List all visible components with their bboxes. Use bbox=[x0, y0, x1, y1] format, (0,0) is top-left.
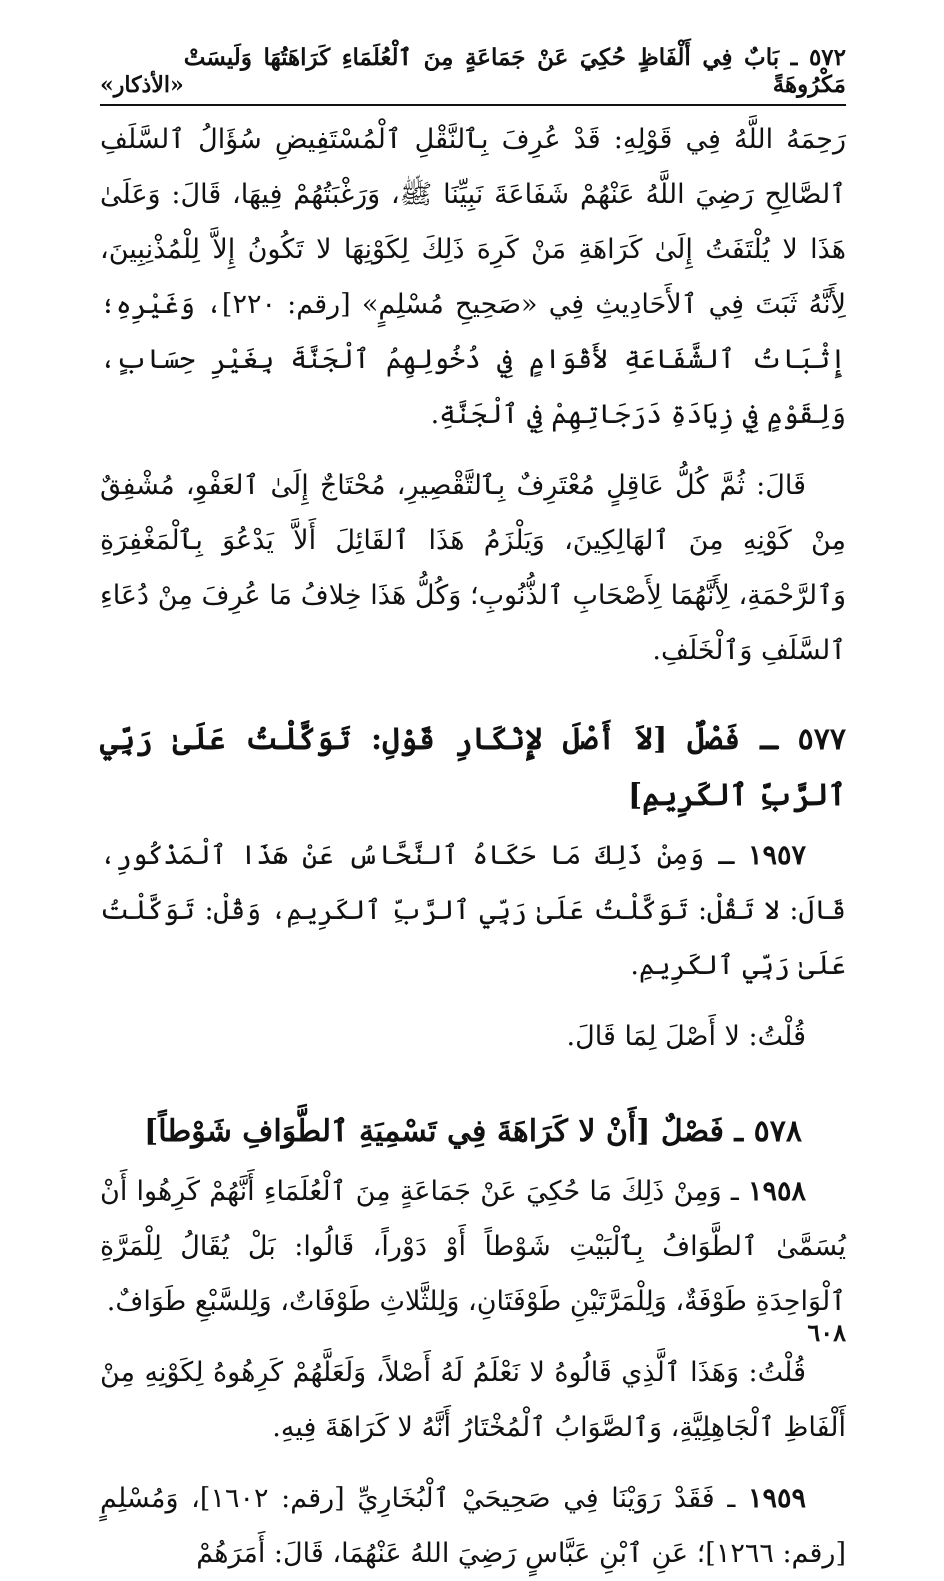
paragraph: رَحِمَهُ اللَّهُ فِي قَوْلِهِ: قَدْ عُرِفَ بِٱلنَّقْلِ ٱلْمُسْتَفِيضِ سُؤَالُ ٱلسَّلَفِ ٱلصَّالِحِ رَضِيَ اللَّهُ عَنْهُمْ شَفَاعَةَ نَبِيِّنَا ﷺ، وَرَغْبَتُهُمْ فِيهَا، قَالَ: وَعَلَىٰ هَذَا لا يُلْتَفَتُ إِلَىٰ كَرَاهَةِ مَنْ كَرِهَ ذَلِكَ لِكَوْنِهَا لا تَكُونُ إِلاَّ لِلْمُذْنِبِينَ، لِأَنَّهُ ثَبَتَ فِي ٱلأَحَادِيثِ فِي «صَحِيحِ مُسْلِمٍ» [رقم: ٢٢٠]، وَغَيْرِهِ؛ إِثْبَاتُ ٱلشَّفَاعَةِ لأَقْوَامٍ فِي دُخُولِهِمُ ٱلْجَنَّةَ بِغَيْرِ حِسَابٍ، وَلِقَوْمٍ فِي زِيَادَةِ دَرَجَاتِهِمْ فِي ٱلْجَنَّةِ. bbox=[100, 124, 847, 430]
entry-text: ـ فَقَدْ رَوَيْنَا فِي صَحِيحَيْ ٱلْبُخَارِيِّ [رقم: ١٦٠٢]، وَمُسْلِمٍ [رقم: ١٢٦٦]؛ عَنِ ٱبْنِ عَبَّاسٍ رَضِيَ اللهُ عَنْهُمَا، قَالَ: أَمَرَهُمْ bbox=[100, 1483, 846, 1569]
entry-text: ـ وَمِنْ ذَلِكَ مَا حُكِيَ عَنْ جَمَاعَةٍ مِنَ ٱلْعُلَمَاءِ أَنَّهُمْ كَرِهُوا أَنْ يُسَمَّىٰ ٱلطَّوَافُ بِٱلْبَيْتِ شَوْطاً أَوْ دَوْراً، قَالُوا: بَلْ يُقَالُ لِلْمَرَّةِ ٱلْوَاحِدَةِ طَوْفَةٌ، وَلِلْمَرَّتَيْنِ طَوْفَتَانِ، وَلِلثَّلاثِ طَوْفَاتٌ، وَلِلسَّبْعِ طَوَافٌ. bbox=[100, 1176, 846, 1317]
author-note: قُلْتُ: لا أَصْلَ لِمَا قَالَ. bbox=[566, 1021, 806, 1052]
entry-number: ١٩٥٩ bbox=[747, 1483, 806, 1514]
section-heading-578: ٥٧٨ ـ فَصْلٌ [أَنْ لا كَرَاهَةَ فِي تَسْمِيَةِ ٱلطَّوَافِ شَوْطاً] bbox=[144, 1114, 802, 1149]
page-number: ٦٠٨ bbox=[807, 1318, 846, 1347]
hadith-entry-1959 bbox=[100, 1471, 846, 1581]
entry-number: ١٩٥٨ bbox=[747, 1176, 806, 1207]
section-heading-577: ٥٧٧ ـ فَصْلٌ [لاَ أَصْلَ لإِنْكَارِ قَوْلِ: تَوَكَّلْتُ عَلَىٰ رَبِّي ٱلرَّبِّ ٱلكَرِيمِ] bbox=[100, 722, 846, 813]
paragraph: قَالَ: ثُمَّ كُلُّ عَاقِلٍ مُعْتَرِفٌ بِٱلتَّقْصِيرِ، مُحْتَاجٌ إِلَىٰ ٱلعَفْوِ، مُشْفِقٌ مِنْ كَوْنِهِ مِنَ ٱلهَالِكِينَ، وَيَلْزَمُ هَذَا ٱلقَائِلَ أَلاَّ يَدْعُوَ بِٱلْمَغْفِرَةِ وَٱلرَّحْمَةِ، لِأَنَّهُمَا لِأَصْحَابِ ٱلذُّنُوبِ؛ وَكُلُّ هَذَا خِلافُ مَا عُرِفَ مِنْ دُعَاءِ ٱلسَّلَفِ وَٱلْخَلَفِ. bbox=[100, 470, 846, 666]
hadith-entry-1957 bbox=[100, 828, 846, 993]
chapter-title: ٥٧٢ ـ بَابٌ فِي أَلْفَاظٍ حُكِيَ عَنْ جَمَاعَةٍ مِنَ ٱلْعُلَمَاءِ كَرَاهَتُهَا وَلَيسَتْ مَكْرُوهَةً bbox=[183, 44, 846, 98]
hadith-entry-1958 bbox=[100, 1164, 846, 1329]
book-page bbox=[100, 44, 847, 1581]
author-note: قُلْتُ: وَهَذَا ٱلَّذِي قَالُوهُ لا نَعْلَمُ لَهُ أَصْلاً، وَلَعَلَّهُمْ كَرِهُوهُ لِكَوْنِهِ مِنْ أَلْفَاظِ ٱلْجَاهِلِيَّةِ، وَٱلصَّوَابُ ٱلْمُخْتَارُ أَنَّهُ لا كَرَاهَةَ فِيهِ. bbox=[100, 1357, 846, 1443]
entry-number: ١٩٥٧ bbox=[747, 840, 806, 871]
book-name: «الأذكار» bbox=[100, 72, 184, 98]
running-header bbox=[100, 44, 846, 106]
entry-text: ـ وَمِنْ ذَلِكَ مَا حَكَاهُ ٱلنَّحَّاسُ عَنْ هَذَا ٱلْمَذْكُورِ، قَالَ: لا تَقُلْ: تَوَكَّلْتُ عَلَىٰ رَبِّي ٱلرَّبِّ ٱلكَرِيمِ، وَقُلْ: تَوَكَّلْتُ عَلَىٰ رَبِّي ٱلكَرِيمِ. bbox=[100, 840, 846, 981]
